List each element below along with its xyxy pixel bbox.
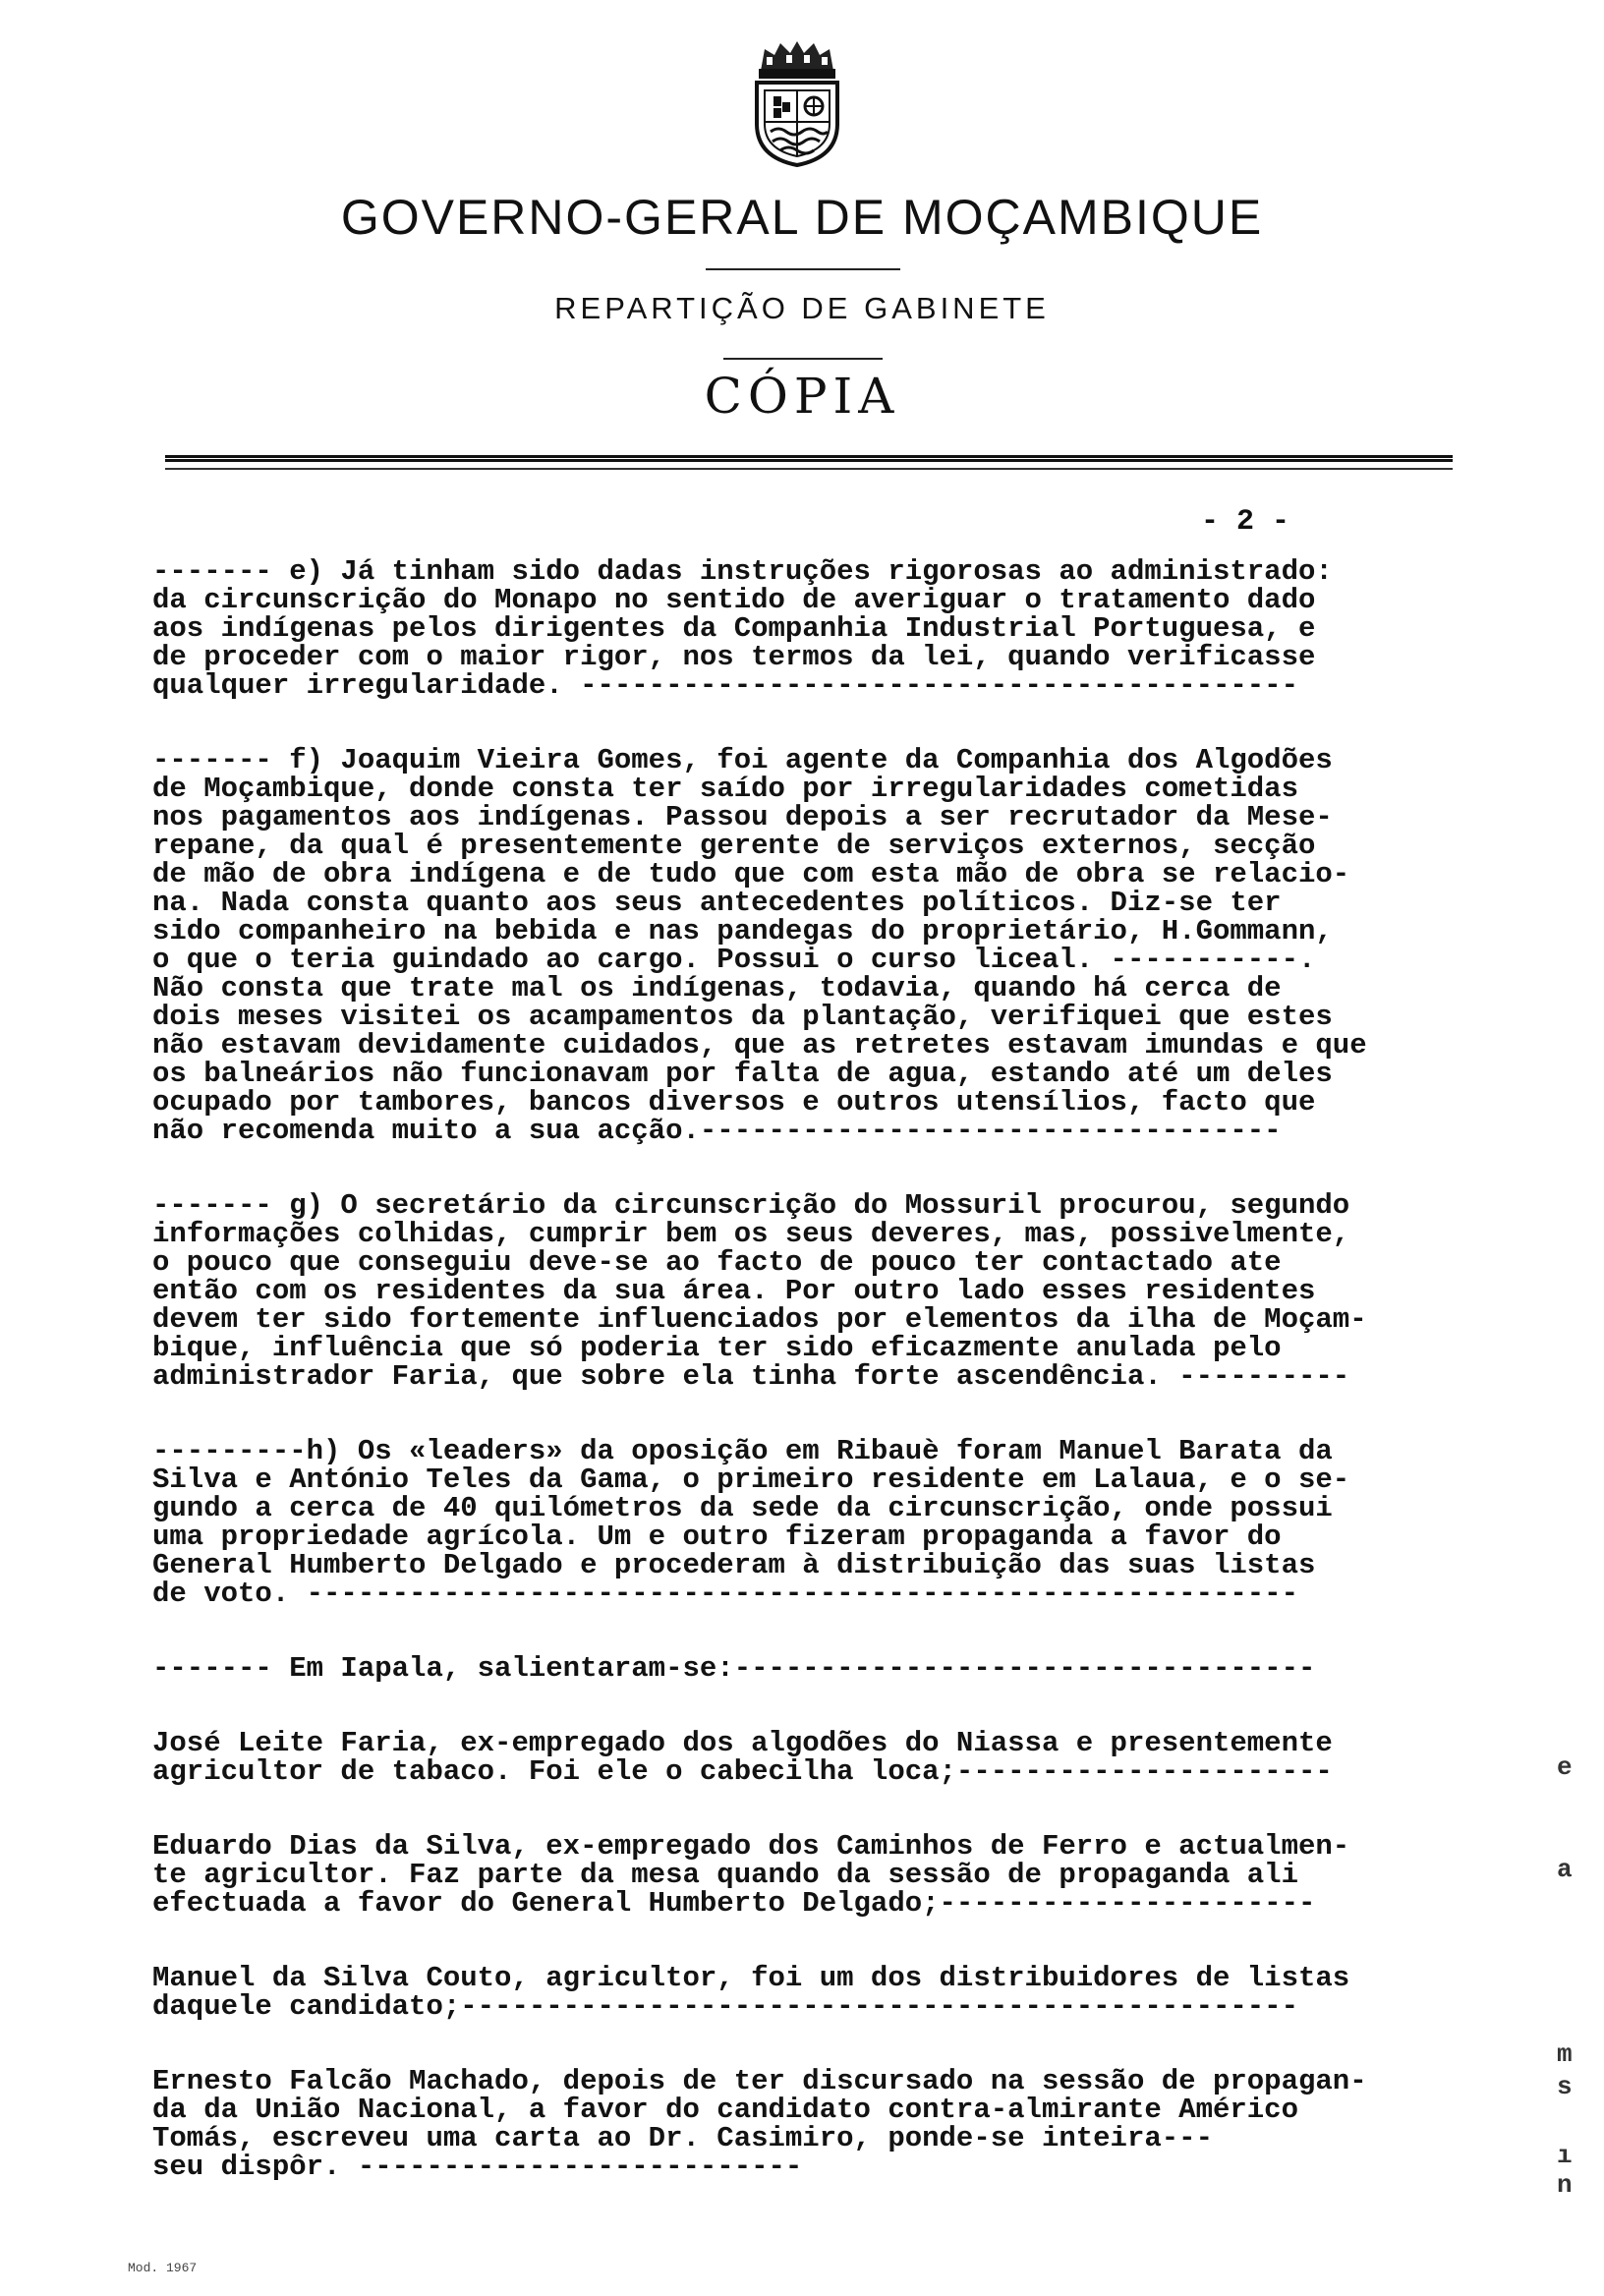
- paragraph: [152, 2067, 1528, 2181]
- paragraph: [152, 1654, 1528, 1683]
- text-line: ------- f) Joaquim Vieira Gomes, foi agente da Companhia dos Algodões: [152, 744, 1333, 776]
- text-line: então com os residentes da sua área. Por outro lado esses residentes: [152, 1275, 1316, 1307]
- margin-letter: n: [1557, 2170, 1573, 2200]
- text-line: agricultor de tabaco. Foi ele o cabecilha loca;----------------------: [152, 1755, 1333, 1788]
- text-line: uma propriedade agrícola. Um e outro fizeram propaganda a favor do: [152, 1521, 1282, 1553]
- text-line: de Moçambique, donde consta ter saído por irregularidades cometidas: [152, 773, 1298, 805]
- text-line: te agricultor. Faz parte da mesa quando da sessão de propaganda ali: [152, 1859, 1298, 1891]
- text-line: não recomenda muito a sua acção.----------------------------------: [152, 1115, 1282, 1147]
- text-line: ---------h) Os «leaders» da oposição em Ribauè foram Manuel Barata da: [152, 1435, 1333, 1467]
- paragraph: [152, 1729, 1528, 1786]
- department-heading: REPARTIÇÃO DE GABINETE: [554, 291, 1050, 325]
- margin-letter: a: [1557, 1855, 1573, 1884]
- text-line: da circunscrição do Monapo no sentido de averiguar o tratamento dado: [152, 584, 1316, 616]
- text-line: aos indígenas pelos dirigentes da Companhia Industrial Portuguesa, e: [152, 612, 1316, 645]
- paragraph: [152, 557, 1528, 700]
- text-line: General Humberto Delgado e procederam à distribuição das suas listas: [152, 1549, 1316, 1581]
- text-line: Eduardo Dias da Silva, ex-empregado dos Caminhos de Ferro e actualmen-: [152, 1830, 1350, 1863]
- text-line: sido companheiro na bebida e nas pandegas do proprietário, H.Gommann,: [152, 915, 1333, 947]
- text-line: José Leite Faria, ex-empregado dos algodões do Niassa e presentemente: [152, 1727, 1333, 1759]
- document-body: [152, 557, 1528, 2227]
- text-line: não estavam devidamente cuidados, que as retretes estavam imundas e que: [152, 1029, 1367, 1062]
- margin-letter: ı: [1557, 2141, 1573, 2170]
- footer-code: Mod. 1967: [128, 2261, 198, 2275]
- divider: [706, 268, 900, 270]
- coat-of-arms-icon: [743, 41, 851, 167]
- divider: [723, 358, 883, 360]
- header-rule-thin: [165, 468, 1453, 470]
- margin-letter: e: [1557, 1752, 1573, 1782]
- text-line: informações colhidas, cumprir bem os seus deveres, mas, possivelmente,: [152, 1218, 1350, 1250]
- text-line: Manuel da Silva Couto, agricultor, foi um dos distribuidores de listas: [152, 1962, 1350, 1994]
- text-line: o que o teria guindado ao cargo. Possui o curso liceal. -----------.: [152, 944, 1316, 976]
- government-heading: GOVERNO-GERAL DE MOÇAMBIQUE: [340, 190, 1264, 245]
- text-line: seu dispôr. --------------------------: [152, 2151, 803, 2183]
- text-line: administrador Faria, que sobre ela tinha forte ascendência. ----------: [152, 1360, 1350, 1393]
- text-line: gundo a cerca de 40 quilómetros da sede da circunscrição, onde possui: [152, 1492, 1333, 1524]
- header-rule: [165, 455, 1453, 462]
- text-line: ------- e) Já tinham sido dadas instruções rigorosas ao administrado:: [152, 555, 1333, 588]
- margin-letter: m: [1557, 2039, 1573, 2069]
- text-line: repane, da qual é presentemente gerente de serviços externos, secção: [152, 830, 1316, 862]
- text-line: daquele candidato;-------------------------------------------------: [152, 1990, 1298, 2023]
- text-line: Ernesto Falcão Machado, depois de ter discursado na sessão de propagan-: [152, 2065, 1367, 2097]
- text-line: de mão de obra indígena e de tudo que com esta mão de obra se relacio-: [152, 858, 1350, 890]
- text-line: nos pagamentos aos indígenas. Passou depois a ser recrutador da Mese-: [152, 801, 1333, 833]
- text-line: Tomás, escreveu uma carta ao Dr. Casimiro, ponde-se inteira---: [152, 2122, 1213, 2154]
- text-line: ------- Em Iapala, salientaram-se:----------------------------------: [152, 1652, 1316, 1685]
- text-line: Não consta que trate mal os indígenas, todavia, quando há cerca de: [152, 972, 1282, 1004]
- page-number: - 2 -: [1201, 505, 1290, 539]
- text-line: dois meses visitei os acampamentos da plantação, verifiquei que estes: [152, 1001, 1333, 1033]
- paragraph: [152, 746, 1528, 1145]
- text-line: os balneários não funcionavam por falta de agua, estando até um deles: [152, 1058, 1333, 1090]
- text-line: o pouco que conseguiu deve-se ao facto de pouco ter contactado ate: [152, 1246, 1282, 1279]
- paragraph: [152, 1832, 1528, 1918]
- text-line: Silva e António Teles da Gama, o primeiro residente em Lalaua, e o se-: [152, 1464, 1350, 1496]
- text-line: devem ter sido fortemente influenciados por elementos da ilha de Moçam-: [152, 1303, 1367, 1336]
- text-line: bique, influência que só poderia ter sido eficazmente anulada pelo: [152, 1332, 1282, 1364]
- text-line: na. Nada consta quanto aos seus antecedentes políticos. Diz-se ter: [152, 887, 1282, 919]
- copy-label: CÓPIA: [704, 368, 900, 425]
- text-line: de voto. ----------------------------------------------------------: [152, 1578, 1298, 1610]
- text-line: qualquer irregularidade. ------------------------------------------: [152, 669, 1298, 702]
- text-line: ------- g) O secretário da circunscrição do Mossuril procurou, segundo: [152, 1189, 1350, 1222]
- text-line: efectuada a favor do General Humberto Delgado;----------------------: [152, 1887, 1316, 1920]
- margin-letter: s: [1557, 2072, 1573, 2101]
- text-line: da da União Nacional, a favor do candidato contra-almirante Américo: [152, 2094, 1298, 2126]
- paragraph: [152, 1964, 1528, 2021]
- text-line: de proceder com o maior rigor, nos termos da lei, quando verificasse: [152, 641, 1316, 673]
- paragraph: [152, 1437, 1528, 1608]
- paragraph: [152, 1191, 1528, 1391]
- text-line: ocupado por tambores, bancos diversos e outros utensílios, facto que: [152, 1086, 1316, 1119]
